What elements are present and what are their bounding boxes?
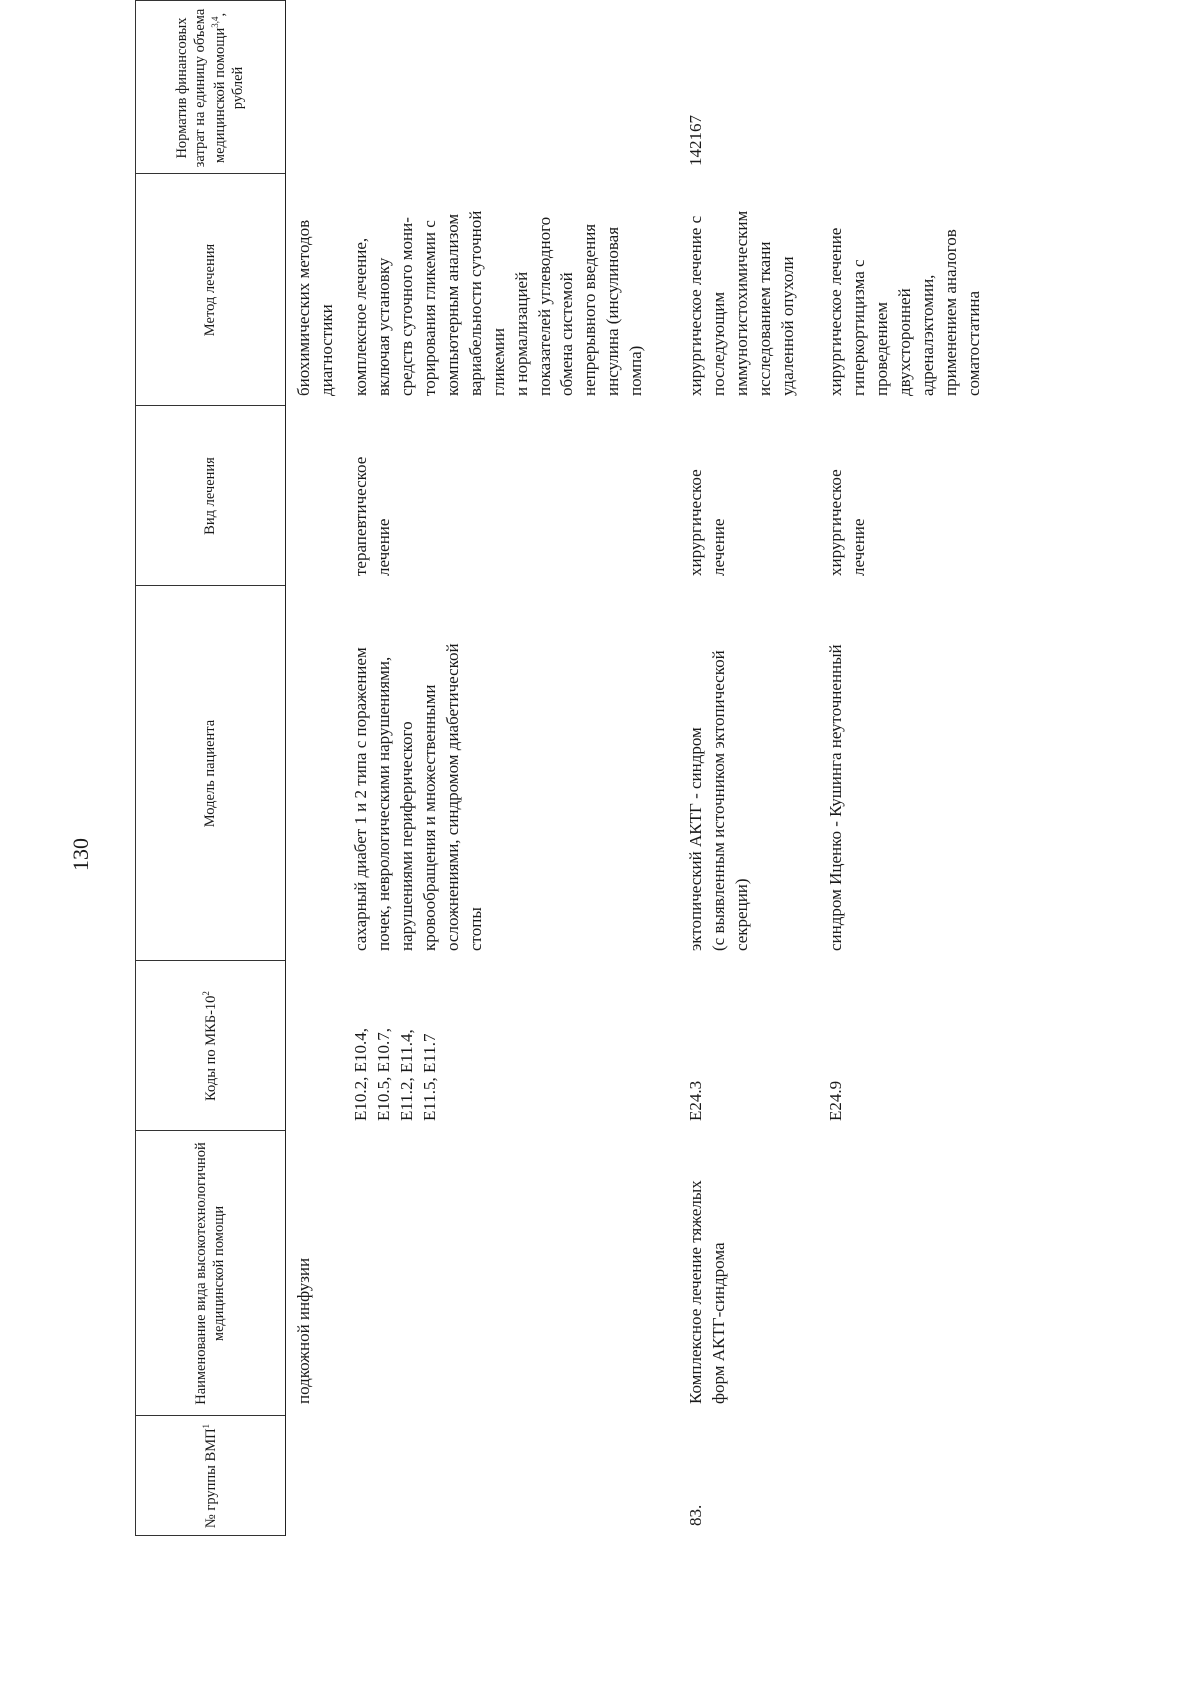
header-codes-text: Коды по МКБ-10 [202, 995, 219, 1101]
group-83-method-1: хирургическое лечение с последующим иммуногистохимическим исследованием ткани удаленной опухоли [686, 210, 797, 396]
header-num-sup: 1 [200, 1423, 211, 1429]
group-83-method-2: хирургическое лечение гиперкортицизма с проведением двухсторонней адреналэктомии, применением аналогов соматостатина [826, 227, 983, 396]
page-number: 130 [68, 838, 93, 871]
header-norm-text: Норматив финансовых затрат на единицу объема медицинской помощи [174, 8, 228, 168]
group-83-code-2: E24.9 [826, 1080, 845, 1121]
diab-codes: E10.2, E10.4, E10.5, E10.7, E11.2, E11.4, E11.5, E11.7 [351, 1027, 439, 1121]
header-top-rule [135, 0, 136, 1536]
header-type: Вид лечения [201, 457, 218, 535]
header-codes-sup: 2 [200, 991, 211, 996]
group-83-model-1: эктопический АКТГ - синдром (с выявленным источником эктопической секреции) [686, 650, 751, 951]
cont-name: подкожной инфузии [294, 1257, 313, 1404]
diab-type: терапевтическое лечение [351, 456, 393, 576]
header-norm [140, 2, 280, 174]
header-norm-tail: , рублей [211, 12, 246, 110]
group-83-model-2: синдром Иценко - Кушинга неуточненный [826, 644, 845, 951]
header-name: Наименование вида высокотехнологичной медицинской помощи [192, 1142, 227, 1405]
header-codes [140, 961, 280, 1131]
group-83-code-1: E24.3 [686, 1080, 705, 1121]
cont-method: биохимических методов диагностики [294, 219, 336, 396]
diab-method: комплексное лечение, включая установку средств суточного мони- торирования гликемии с компьютерным анализом вариабельности суточной гликемии и нормализацией показателей углеводного обмена системой непрерывного введения инсулина (инсулиновая помпа) [351, 210, 646, 396]
diab-model: сахарный диабет 1 и 2 типа с поражением почек, неврологическими нарушениями, нарушениями периферического кровообращения и множественными осложнениями, синдромом диабетической стопы [351, 643, 485, 951]
group-83-type-1: хирургическое лечение [686, 469, 728, 576]
col-divider [135, 0, 285, 1]
group-83-name: Комплексное лечение тяжелых форм АКТГ-синдрома [686, 1180, 728, 1404]
header-model: Модель пациента [201, 719, 218, 828]
group-83-norm: 142167 [686, 115, 705, 166]
header-num-text: № группы ВМП [202, 1428, 219, 1529]
header-bottom-rule [285, 0, 286, 1536]
header-method: Метод лечения [201, 243, 218, 337]
header-num [140, 1416, 280, 1536]
group-83-type-2: хирургическое лечение [826, 469, 868, 576]
group-83-num: 83. [686, 1504, 705, 1526]
header-norm-sup: 3,4 [209, 16, 220, 28]
